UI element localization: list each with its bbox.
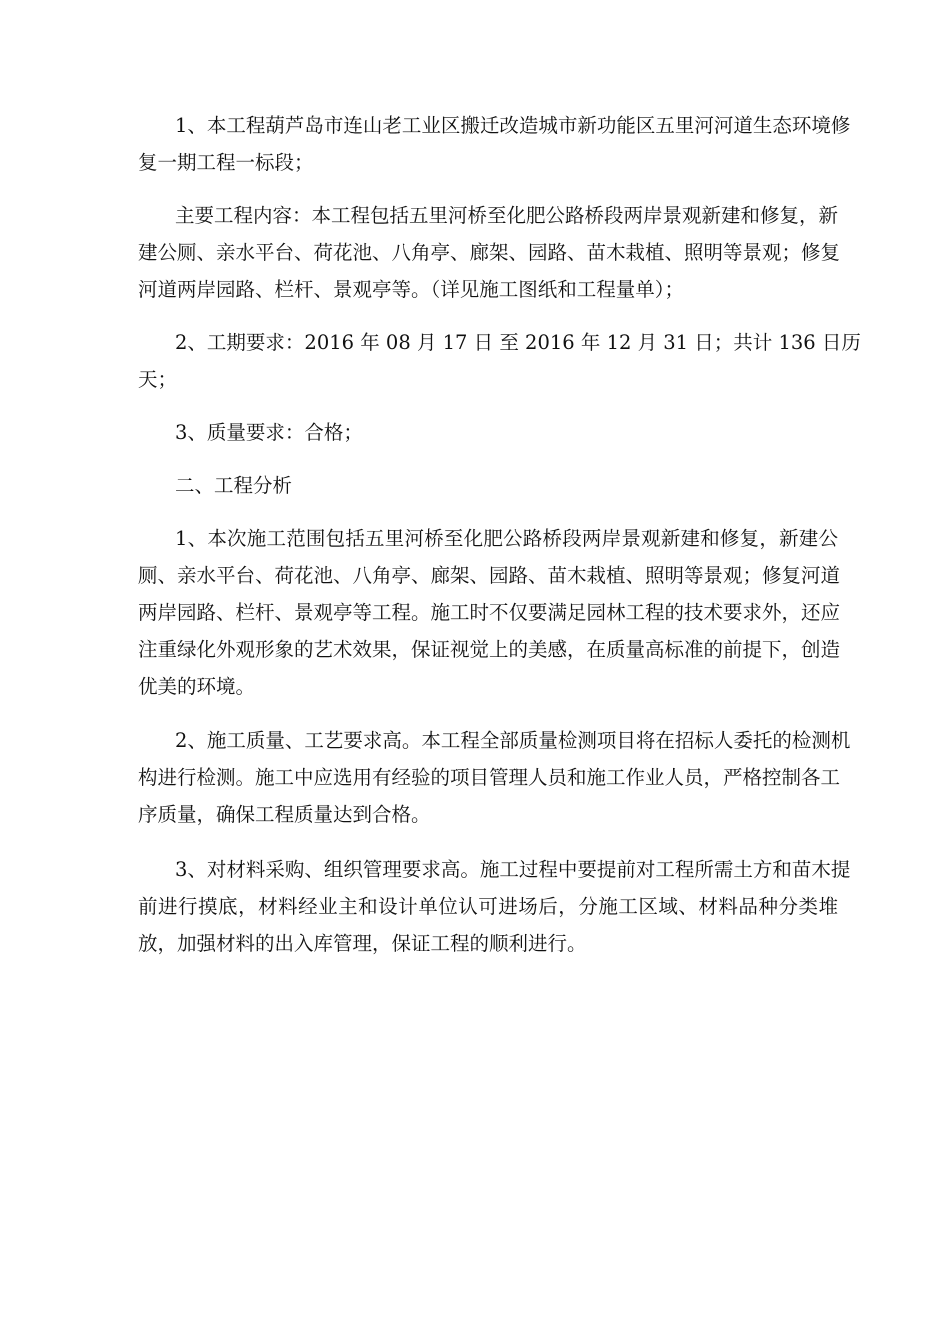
text-line: 建公厕、亲水平台、荷花池、八角亭、廊架、园路、苗木栽植、照明等景观；修复: [138, 241, 841, 264]
text-line: 放，加强材料的出入库管理，保证工程的顺利进行。: [138, 932, 587, 955]
section-heading: [138, 467, 838, 504]
paragraph-quality: [138, 414, 838, 451]
text-line: 序质量，确保工程质量达到合格。: [138, 803, 431, 826]
text-line: 两岸园路、栏杆、景观亭等工程。施工时不仅要满足园林工程的技术要求外，还应: [138, 601, 841, 624]
text-line: 天；: [138, 368, 178, 391]
text-line: 注重绿化外观形象的艺术效果，保证视觉上的美感，在质量高标准的前提下，创造: [138, 638, 841, 661]
text-line: 主要工程内容：本工程包括五里河桥至化肥公路桥段两岸景观新建和修复，新: [175, 204, 839, 227]
text-line: 河道两岸园路、栏杆、景观亭等。（详见施工图纸和工程量单）；: [138, 278, 685, 301]
paragraph-analysis-1: [138, 520, 841, 705]
text-line: 3、对材料采购、组织管理要求高。施工过程中要提前对工程所需土方和苗木提: [175, 858, 851, 881]
text-line: 优美的环境。: [138, 675, 256, 698]
text-line: 2、施工质量、工艺要求高。本工程全部质量检测项目将在招标人委托的检测机: [175, 729, 851, 752]
text-line: 2、工期要求：2016 年 08 月 17 日 至 2016 年 12 月 31 日；共计 136 日历: [175, 331, 861, 354]
paragraph-main-content: [138, 197, 841, 308]
text-line: 前进行摸底，材料经业主和设计单位认可进场后，分施工区域、材料品种分类堆: [138, 895, 838, 918]
text-line: 3、质量要求：合格；: [175, 421, 363, 444]
text-line: 二、工程分析: [175, 474, 293, 497]
paragraph-analysis-2: [138, 722, 851, 833]
text-line: 1、本次施工范围包括五里河桥至化肥公路桥段两岸景观新建和修复，新建公: [175, 527, 838, 550]
text-line: 厕、亲水平台、荷花池、八角亭、廊架、园路、苗木栽植、照明等景观；修复河道: [138, 564, 841, 587]
paragraph-analysis-3: [138, 851, 851, 962]
text-line: 构进行检测。施工中应选用有经验的项目管理人员和施工作业人员，严格控制各工: [138, 766, 841, 789]
paragraph-schedule: [138, 324, 861, 398]
text-line: 复一期工程一标段；: [138, 151, 314, 174]
paragraph-project-scope: [138, 107, 851, 181]
text-line: 1、本工程葫芦岛市连山老工业区搬迁改造城市新功能区五里河河道生态环境修: [175, 114, 851, 137]
